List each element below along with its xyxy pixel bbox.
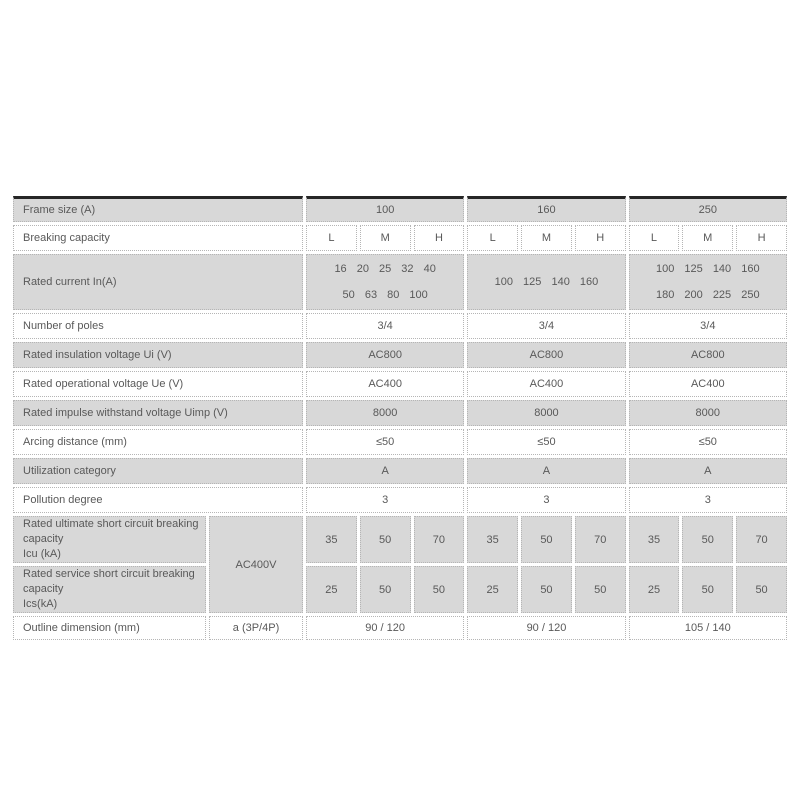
icu-100-M: 50 (360, 516, 411, 563)
utilization-category-label: Utilization category (13, 458, 303, 484)
ics-250-L: 25 (629, 566, 680, 613)
utilization-250: A (629, 458, 787, 484)
icu-label-line2: Icu (kA) (23, 548, 61, 560)
rated-current-250 (629, 254, 787, 310)
breaking-100-L: L (306, 225, 357, 251)
impulse-voltage-label: Rated impulse withstand voltage Uimp (V) (13, 400, 303, 426)
outline-dimension-key: a (3P/4P) (209, 616, 303, 640)
breaking-250-M: M (682, 225, 733, 251)
arcing-160: ≤50 (467, 429, 625, 455)
frame-size-row (13, 196, 787, 222)
test-voltage-cell: AC400V (209, 516, 303, 613)
pollution-250: 3 (629, 487, 787, 513)
breaking-160-H: H (575, 225, 626, 251)
outline-100: 90 / 120 (306, 616, 464, 640)
ue-250: AC400 (629, 371, 787, 397)
ics-160-H: 50 (575, 566, 626, 613)
icu-row (13, 516, 787, 563)
breaking-100-M: M (360, 225, 411, 251)
icu-100-L: 35 (306, 516, 357, 563)
uimp-250: 8000 (629, 400, 787, 426)
ics-250-H: 50 (736, 566, 787, 613)
pollution-160: 3 (467, 487, 625, 513)
icu-160-L: 35 (467, 516, 518, 563)
breaking-160-M: M (521, 225, 572, 251)
utilization-category-row (13, 458, 787, 484)
icu-160-H: 70 (575, 516, 626, 563)
arcing-100: ≤50 (306, 429, 464, 455)
icu-label (13, 516, 206, 563)
frame-size-100: 100 (306, 196, 464, 222)
ics-160-L: 25 (467, 566, 518, 613)
rated-current-label: Rated current In(A) (13, 254, 303, 310)
rated-current-100 (306, 254, 464, 310)
arcing-distance-label: Arcing distance (mm) (13, 429, 303, 455)
poles-250: 3/4 (629, 313, 787, 339)
rated-current-160 (467, 254, 625, 310)
outline-160: 90 / 120 (467, 616, 625, 640)
frame-size-label: Frame size (A) (13, 196, 303, 222)
insulation-voltage-row (13, 342, 787, 368)
icu-250-H: 70 (736, 516, 787, 563)
poles-160: 3/4 (467, 313, 625, 339)
pollution-degree-label: Pollution degree (13, 487, 303, 513)
ics-100-L: 25 (306, 566, 357, 613)
ui-250: AC800 (629, 342, 787, 368)
breaking-250-H: H (736, 225, 787, 251)
rated-current-row (13, 254, 787, 310)
ics-label-line2: Ics(kA) (23, 598, 58, 610)
utilization-160: A (467, 458, 625, 484)
icu-label-line1: Rated ultimate short circuit breaking capacity (23, 518, 199, 545)
spec-table (10, 193, 790, 643)
number-of-poles-row (13, 313, 787, 339)
ics-100-H: 50 (414, 566, 465, 613)
breaking-capacity-row (13, 225, 787, 251)
arcing-distance-row (13, 429, 787, 455)
operational-voltage-row (13, 371, 787, 397)
ue-100: AC400 (306, 371, 464, 397)
frame-size-160: 160 (467, 196, 625, 222)
insulation-voltage-label: Rated insulation voltage Ui (V) (13, 342, 303, 368)
pollution-100: 3 (306, 487, 464, 513)
utilization-100: A (306, 458, 464, 484)
icu-100-H: 70 (414, 516, 465, 563)
breaking-100-H: H (414, 225, 465, 251)
ue-160: AC400 (467, 371, 625, 397)
number-of-poles-label: Number of poles (13, 313, 303, 339)
outline-250: 105 / 140 (629, 616, 787, 640)
frame-size-250: 250 (629, 196, 787, 222)
breaking-250-L: L (629, 225, 680, 251)
rated-current-100-line2: 50 63 80 100 (342, 289, 428, 301)
ics-100-M: 50 (360, 566, 411, 613)
breaking-160-L: L (467, 225, 518, 251)
rated-current-250-line1: 100 125 140 160 (656, 263, 760, 275)
ics-label-line1: Rated service short circuit breaking capacity (23, 568, 195, 595)
outline-dimension-label: Outline dimension (mm) (13, 616, 206, 640)
ics-row (13, 566, 787, 613)
pollution-degree-row (13, 487, 787, 513)
ics-label (13, 566, 206, 613)
rated-current-250-line2: 180 200 225 250 (656, 289, 760, 301)
icu-250-L: 35 (629, 516, 680, 563)
ui-100: AC800 (306, 342, 464, 368)
icu-250-M: 50 (682, 516, 733, 563)
ics-160-M: 50 (521, 566, 572, 613)
ui-160: AC800 (467, 342, 625, 368)
ics-250-M: 50 (682, 566, 733, 613)
outline-dimension-row (13, 616, 787, 640)
poles-100: 3/4 (306, 313, 464, 339)
impulse-voltage-row (13, 400, 787, 426)
icu-160-M: 50 (521, 516, 572, 563)
rated-current-160-line1: 100 125 140 160 (494, 276, 599, 288)
uimp-100: 8000 (306, 400, 464, 426)
specification-table-container (10, 193, 790, 643)
rated-current-100-line1: 16 20 25 32 40 (334, 263, 436, 275)
breaking-capacity-label: Breaking capacity (13, 225, 303, 251)
operational-voltage-label: Rated operational voltage Ue (V) (13, 371, 303, 397)
arcing-250: ≤50 (629, 429, 787, 455)
uimp-160: 8000 (467, 400, 625, 426)
